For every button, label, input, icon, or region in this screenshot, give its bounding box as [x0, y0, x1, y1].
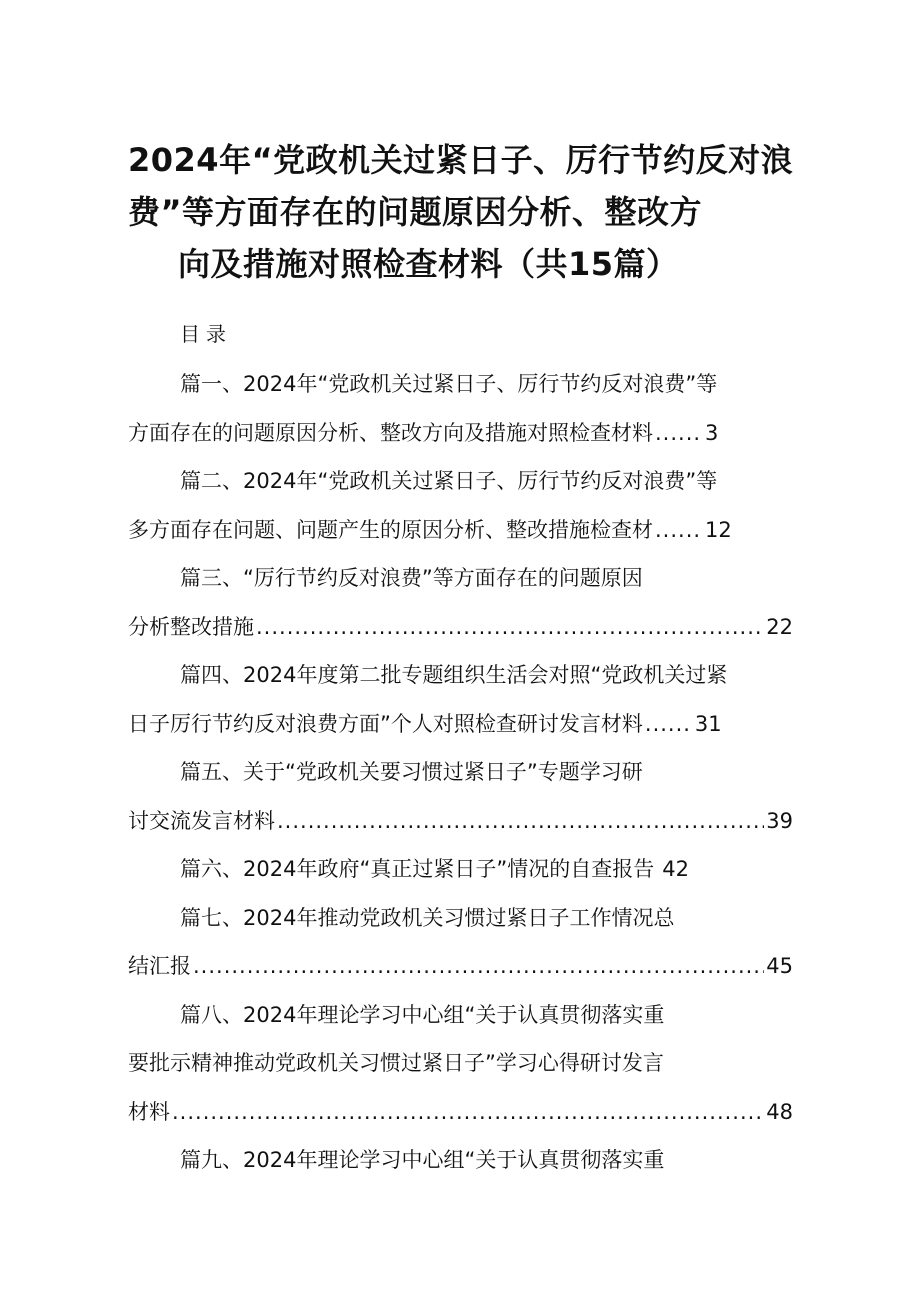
document-title: [128, 134, 798, 290]
title-line-1: 2024年“党政机关过紧日子、厉行节约反对浪: [128, 141, 794, 179]
toc-entry-title-cont: 分析整改措施: [128, 614, 254, 639]
toc-entry-title: 篇四、2024年度第二批专题组织生活会对照“党政机关过紧: [180, 663, 728, 687]
toc-page-number: 48: [766, 1099, 793, 1124]
toc-entry-5[interactable]: [128, 748, 793, 845]
toc-entry-title: 篇五、关于“党政机关要习惯过紧日子”专题学习研: [180, 760, 643, 784]
toc-entry-title: 篇二、2024年“党政机关过紧日子、厉行节约反对浪费”等: [180, 469, 718, 493]
toc-entry-title-cont: 结汇报: [128, 954, 191, 978]
toc-entry-title: 篇九、2024年理论学习中心组“关于认真贯彻落实重: [180, 1148, 665, 1172]
toc-leader-dots: [655, 506, 703, 555]
toc-leader-dots: [193, 942, 764, 991]
toc-entry-7[interactable]: [128, 894, 793, 991]
toc-entry-9[interactable]: [128, 1136, 793, 1185]
toc-heading: 目录: [180, 322, 232, 346]
toc-page-number: 12: [705, 517, 732, 542]
toc-entry-title: 篇八、2024年理论学习中心组“关于认真贯彻落实重: [180, 1002, 665, 1027]
toc-entry-4[interactable]: [128, 651, 793, 748]
toc-leader-dots: [277, 797, 764, 846]
toc-entry-3[interactable]: [128, 554, 793, 651]
toc-entry-title-cont: 讨交流发言材料: [128, 808, 275, 833]
toc-entry-title: 篇一、2024年“党政机关过紧日子、厉行节约反对浪费”等: [180, 372, 718, 396]
toc-entry-title: 篇三、“厉行节约反对浪费”等方面存在的问题原因: [180, 566, 643, 590]
toc-entry-1[interactable]: [128, 360, 793, 457]
toc-page-number: 3: [705, 420, 719, 445]
title-line-2: 费”等方面存在的问题原因分析、整改方: [128, 193, 703, 231]
toc-leader-dots: [256, 603, 764, 652]
toc-page-number: 22: [766, 614, 793, 639]
toc-entry-2[interactable]: [128, 457, 793, 554]
toc-entry-title-cont: 方面存在的问题原因分析、整改方向及措施对照检查材料: [128, 420, 653, 445]
toc-page-number: 45: [766, 954, 793, 978]
title-line-3: 向及措施对照检查材料（共15篇）: [178, 245, 679, 283]
toc-entry-8[interactable]: [128, 991, 793, 1137]
toc-leader-dots: [645, 700, 693, 749]
toc-entry-title-cont: 多方面存在问题、问题产生的原因分析、整改措施检查材: [128, 517, 653, 542]
toc-entry-6[interactable]: [128, 845, 793, 894]
toc-entry-title-cont: 材料: [128, 1099, 170, 1124]
toc-page-number: 31: [694, 711, 722, 736]
toc-page-number: 39: [766, 808, 793, 833]
toc-leader-dots: [172, 1088, 764, 1137]
toc-entry-title-cont: 日子厉行节约反对浪费方面”个人对照检查研讨发言材料: [128, 711, 643, 736]
toc-leader-dots: [655, 409, 703, 458]
toc-page-number: 42: [662, 857, 689, 881]
toc-entry-title-cont: 要批示精神推动党政机关习惯过紧日子”学习心得研讨发言: [128, 1051, 664, 1075]
toc-entry-title: 篇六、2024年政府“真正过紧日子”情况的自查报告: [180, 857, 655, 881]
table-of-contents: [128, 360, 793, 1185]
toc-entry-title: 篇七、2024年推动党政机关习惯过紧日子工作情况总: [180, 905, 675, 930]
